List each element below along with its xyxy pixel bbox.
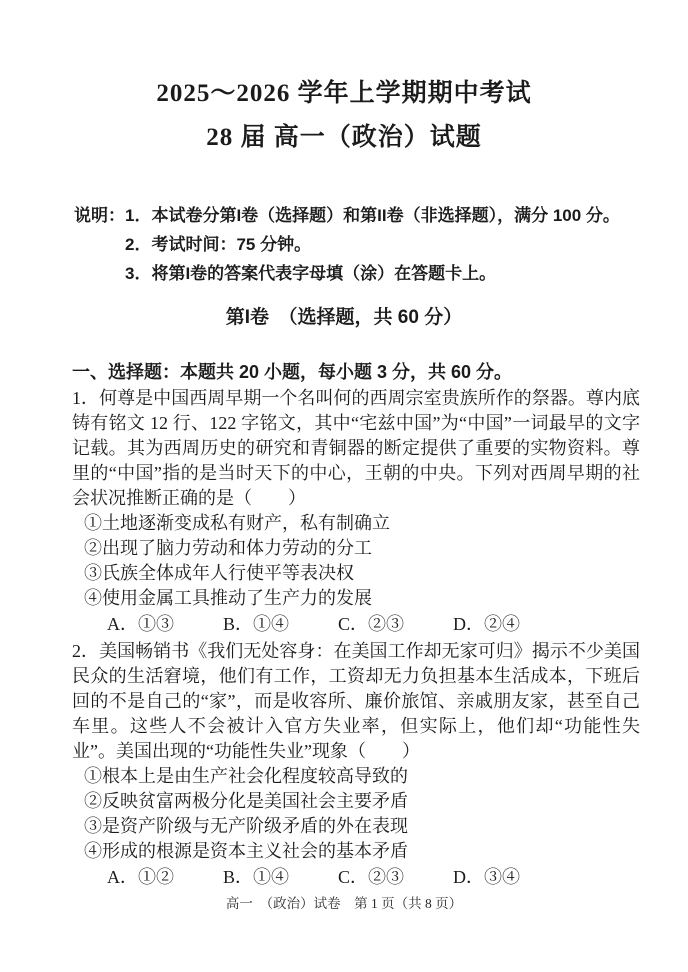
question-1-option-a: A．①③ bbox=[107, 614, 174, 634]
question-2-statements bbox=[84, 764, 640, 864]
question-2-option-a: A．①② bbox=[107, 867, 174, 887]
question-2-option-b: B．①④ bbox=[223, 867, 290, 887]
question-1-stem: 1．何尊是中国西周早期一个名叫何的西周宗室贵族所作的祭器。尊内底铸有铭文 12 行、122 字铭文，其中“宅兹中国”为“中国”一词最早的文字记载。其为西周历史的研究和青铜器的断定提供了重要的实物资料。尊里的“中国”指的是当时天下的中心，王朝的中央。下列对西周早期的社会状况推断正确的是（ ） bbox=[72, 388, 640, 508]
exam-title-line1: 2025～2026 学年上学期期中考试 bbox=[156, 80, 532, 107]
exam-title-line2: 28 届 高一（政治）试题 bbox=[206, 124, 482, 151]
question-1-statement-1: ①土地逐渐变成私有财产，私有制确立 bbox=[84, 513, 390, 533]
question-2-statement-4: ④形成的根源是资本主义社会的基本矛盾 bbox=[84, 841, 408, 861]
question-1-statement-2: ②出现了脑力劳动和体力劳动的分工 bbox=[84, 538, 372, 558]
question-2 bbox=[0, 639, 688, 890]
notice-item-1: 1．本试卷分第I卷（选择题）和第II卷（非选择题），满分 100 分。 bbox=[125, 206, 620, 225]
question-2-option-d: D．③④ bbox=[453, 867, 521, 887]
notice-item-3: 3．将第I卷的答案代表字母填（涂）在答题卡上。 bbox=[125, 264, 497, 283]
section-heading: 第I卷 （选择题，共 60 分） bbox=[225, 307, 463, 328]
notice-label: 说明： bbox=[74, 206, 125, 225]
question-1-option-d: D．②④ bbox=[453, 614, 521, 634]
question-1-statement-4: ④使用金属工具推动了生产力的发展 bbox=[84, 588, 372, 608]
question-2-statement-2: ②反映贫富两极分化是美国社会主要矛盾 bbox=[84, 791, 408, 811]
page-footer: 高一 （政治）试卷 第 1 页（共 8 页） bbox=[225, 896, 463, 911]
question-2-statement-3: ③是资产阶级与无产阶级矛盾的外在表现 bbox=[84, 816, 408, 836]
question-2-stem: 2．美国畅销书《我们无处容身：在美国工作却无家可归》揭示不少美国民众的生活窘境，他们有工作，工资却无力负担基本生活成本，下班后回的不是自己的“家”，而是收容所、廉价旅馆、亲戚朋友家，甚至自己车里。这些人不会被计入官方失业率，但实际上，他们却“功能性失业”。美国出现的“功能性失业”现象（ ） bbox=[72, 641, 640, 761]
question-1-statements bbox=[84, 511, 640, 611]
notice-item-2: 2．考试时间：75 分钟。 bbox=[125, 235, 312, 254]
question-1-option-b: B．①④ bbox=[223, 614, 290, 634]
part-heading: 一、选择题：本题共 20 小题，每小题 3 分，共 60 分。 bbox=[72, 362, 513, 382]
question-1 bbox=[0, 386, 688, 637]
question-2-statement-1: ①根本上是由生产社会化程度较高导致的 bbox=[84, 766, 408, 786]
question-1-statement-3: ③氏族全体成年人行使平等表决权 bbox=[84, 563, 354, 583]
exam-notice bbox=[0, 201, 688, 288]
question-2-option-c: C．②③ bbox=[338, 867, 405, 887]
question-1-options bbox=[107, 611, 688, 637]
question-2-options bbox=[107, 864, 688, 890]
question-1-option-c: C．②③ bbox=[338, 614, 405, 634]
